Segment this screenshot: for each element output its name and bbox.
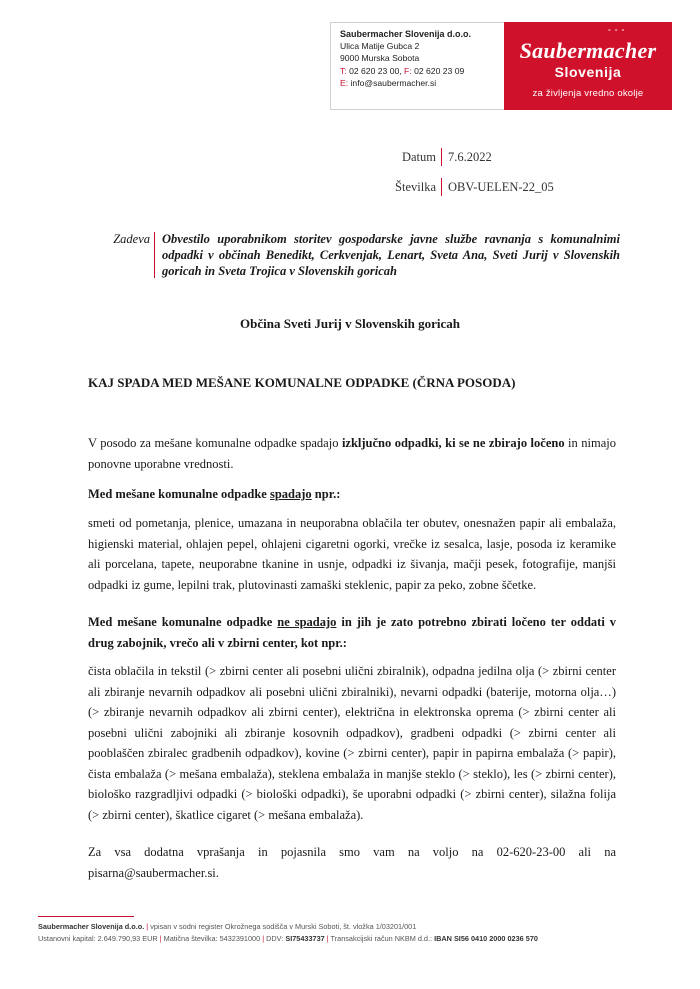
not-belongs-heading: Med mešane komunalne odpadke ne spadajo in jih je zato potrebno zbirati ločeno ter oddati v drug zabojnik, vrečo ali v zbirni center, kot npr.: [88,615,616,650]
footer-divider [38,916,134,917]
date-value: 7.6.2022 [448,150,492,164]
company-street: Ulica Matije Gubca 2 [340,41,420,52]
footer-line-2: Ustanovni kapital: 2.649.790,93 EUR | Matična številka: 5432391000 | DDV: SI75433737 | Transakcijski račun NKBM d.d.: IBAN SI56 0410 2000 0236 570 [38,934,538,943]
logo-wordmark: Saubermacher [519,38,657,63]
company-phone: T: 02 620 23 00, F: 02 620 23 09 [340,65,465,76]
subject-text: Obvestilo uporabnikom storitev gospodarske javne službe ravnanja s komunalnimi odpadki v občinah Benedikt, Cerkvenjak, Lenart, Sveta Ana, Sveti Jurij v Slovenskih goricah in Sveta Trojica v Slovenskih goricah [162,232,620,278]
number-value: OBV-UELEN-22_05 [448,180,554,194]
municipality-title: Občina Sveti Jurij v Slovenskih goricah [240,316,460,331]
company-name: Saubermacher Slovenija d.o.o. [340,29,472,39]
number-label: Številka [395,180,436,194]
subject-divider [154,232,155,278]
not-belongs-list: čista oblačila in tekstil (> zbirni center ali posebni ulični zbiralnik), odpadna jedilna olja (> zbirni center ali zbiranje nevarnih odpadkov ali posebni ulični zbiralniki), nevarni odpadki (baterije, motorna olja…) (> zbiranje nevarnih odpadkov ali zbirni center), električna in elektronska oprema (> zbirni center ali posebni ulični zabojniki ali zbiranje kosovnih odpadkov), gradbeni odpadki (> zbirni center ali pooblaščen zbiralec gradbenih odpadkov), kovine (> zbirni center), papir in papirna embalaža (> papir), čista embalaža (> mešana embalaža), steklena embalaža in manjše steklo (> steklo), les (> zbirni center), biološko razgradljivi odpadki (> biološki odpadki), še uporabni odpadki (> zbirni center), silažna folija (> zbirni center), škatlice cigaret (> mešana embalaža). [88,664,616,822]
date-divider [441,148,442,166]
belongs-list: smeti od pometanja, plenice, umazana in neuporabna oblačila ter obutev, onesnažen papir ali embalaža, higienski material, ohlajen pepel, ohlajeni cigaretni ogorki, vrečke iz sesalca, lasje, posoda iz keramike ali porcelana, tapete, neuporabne tkanine in usnje, odpadki iz šivanja, mačji pesek, fotografije, manjši odpadki iz gume, lepilni trak, plutovinasti zamaški steklenic, papir za peko, zobne ščetke. [88,516,616,592]
saubermacher-logo [504,22,672,110]
logo-bubbles-icon: ° ° ° [608,29,626,36]
company-city: 9000 Murska Sobota [340,53,420,64]
logo-country: Slovenija [554,64,622,80]
subject-label: Zadeva [113,232,150,246]
document-heading: KAJ SPADA MED MEŠANE KOMUNALNE ODPADKE (ČRNA POSODA) [88,375,516,390]
company-email[interactable]: E: info@saubermacher.si [340,77,437,88]
number-divider [441,178,442,196]
belongs-heading: Med mešane komunalne odpadke spadajo npr.: [88,487,341,501]
date-label: Datum [401,150,436,164]
logo-tagline: za življenja vredno okolje [532,88,644,99]
footer-line-1: Saubermacher Slovenija d.o.o. | vpisan v sodni register Okrožnega sodišča v Murski Soboti, št. vložka 1/03201/001 [38,922,417,931]
intro-paragraph: V posodo za mešane komunalne odpadke spadajo izključno odpadki, ki se ne zbirajo ločeno in nimajo ponovne uporabne vrednosti. [88,436,616,471]
closing-paragraph: Za vsa dodatna vprašanja in pojasnila smo vam na voljo na 02-620-23-00 ali na pisarna@saubermacher.si. [88,845,616,880]
company-address [340,28,471,89]
